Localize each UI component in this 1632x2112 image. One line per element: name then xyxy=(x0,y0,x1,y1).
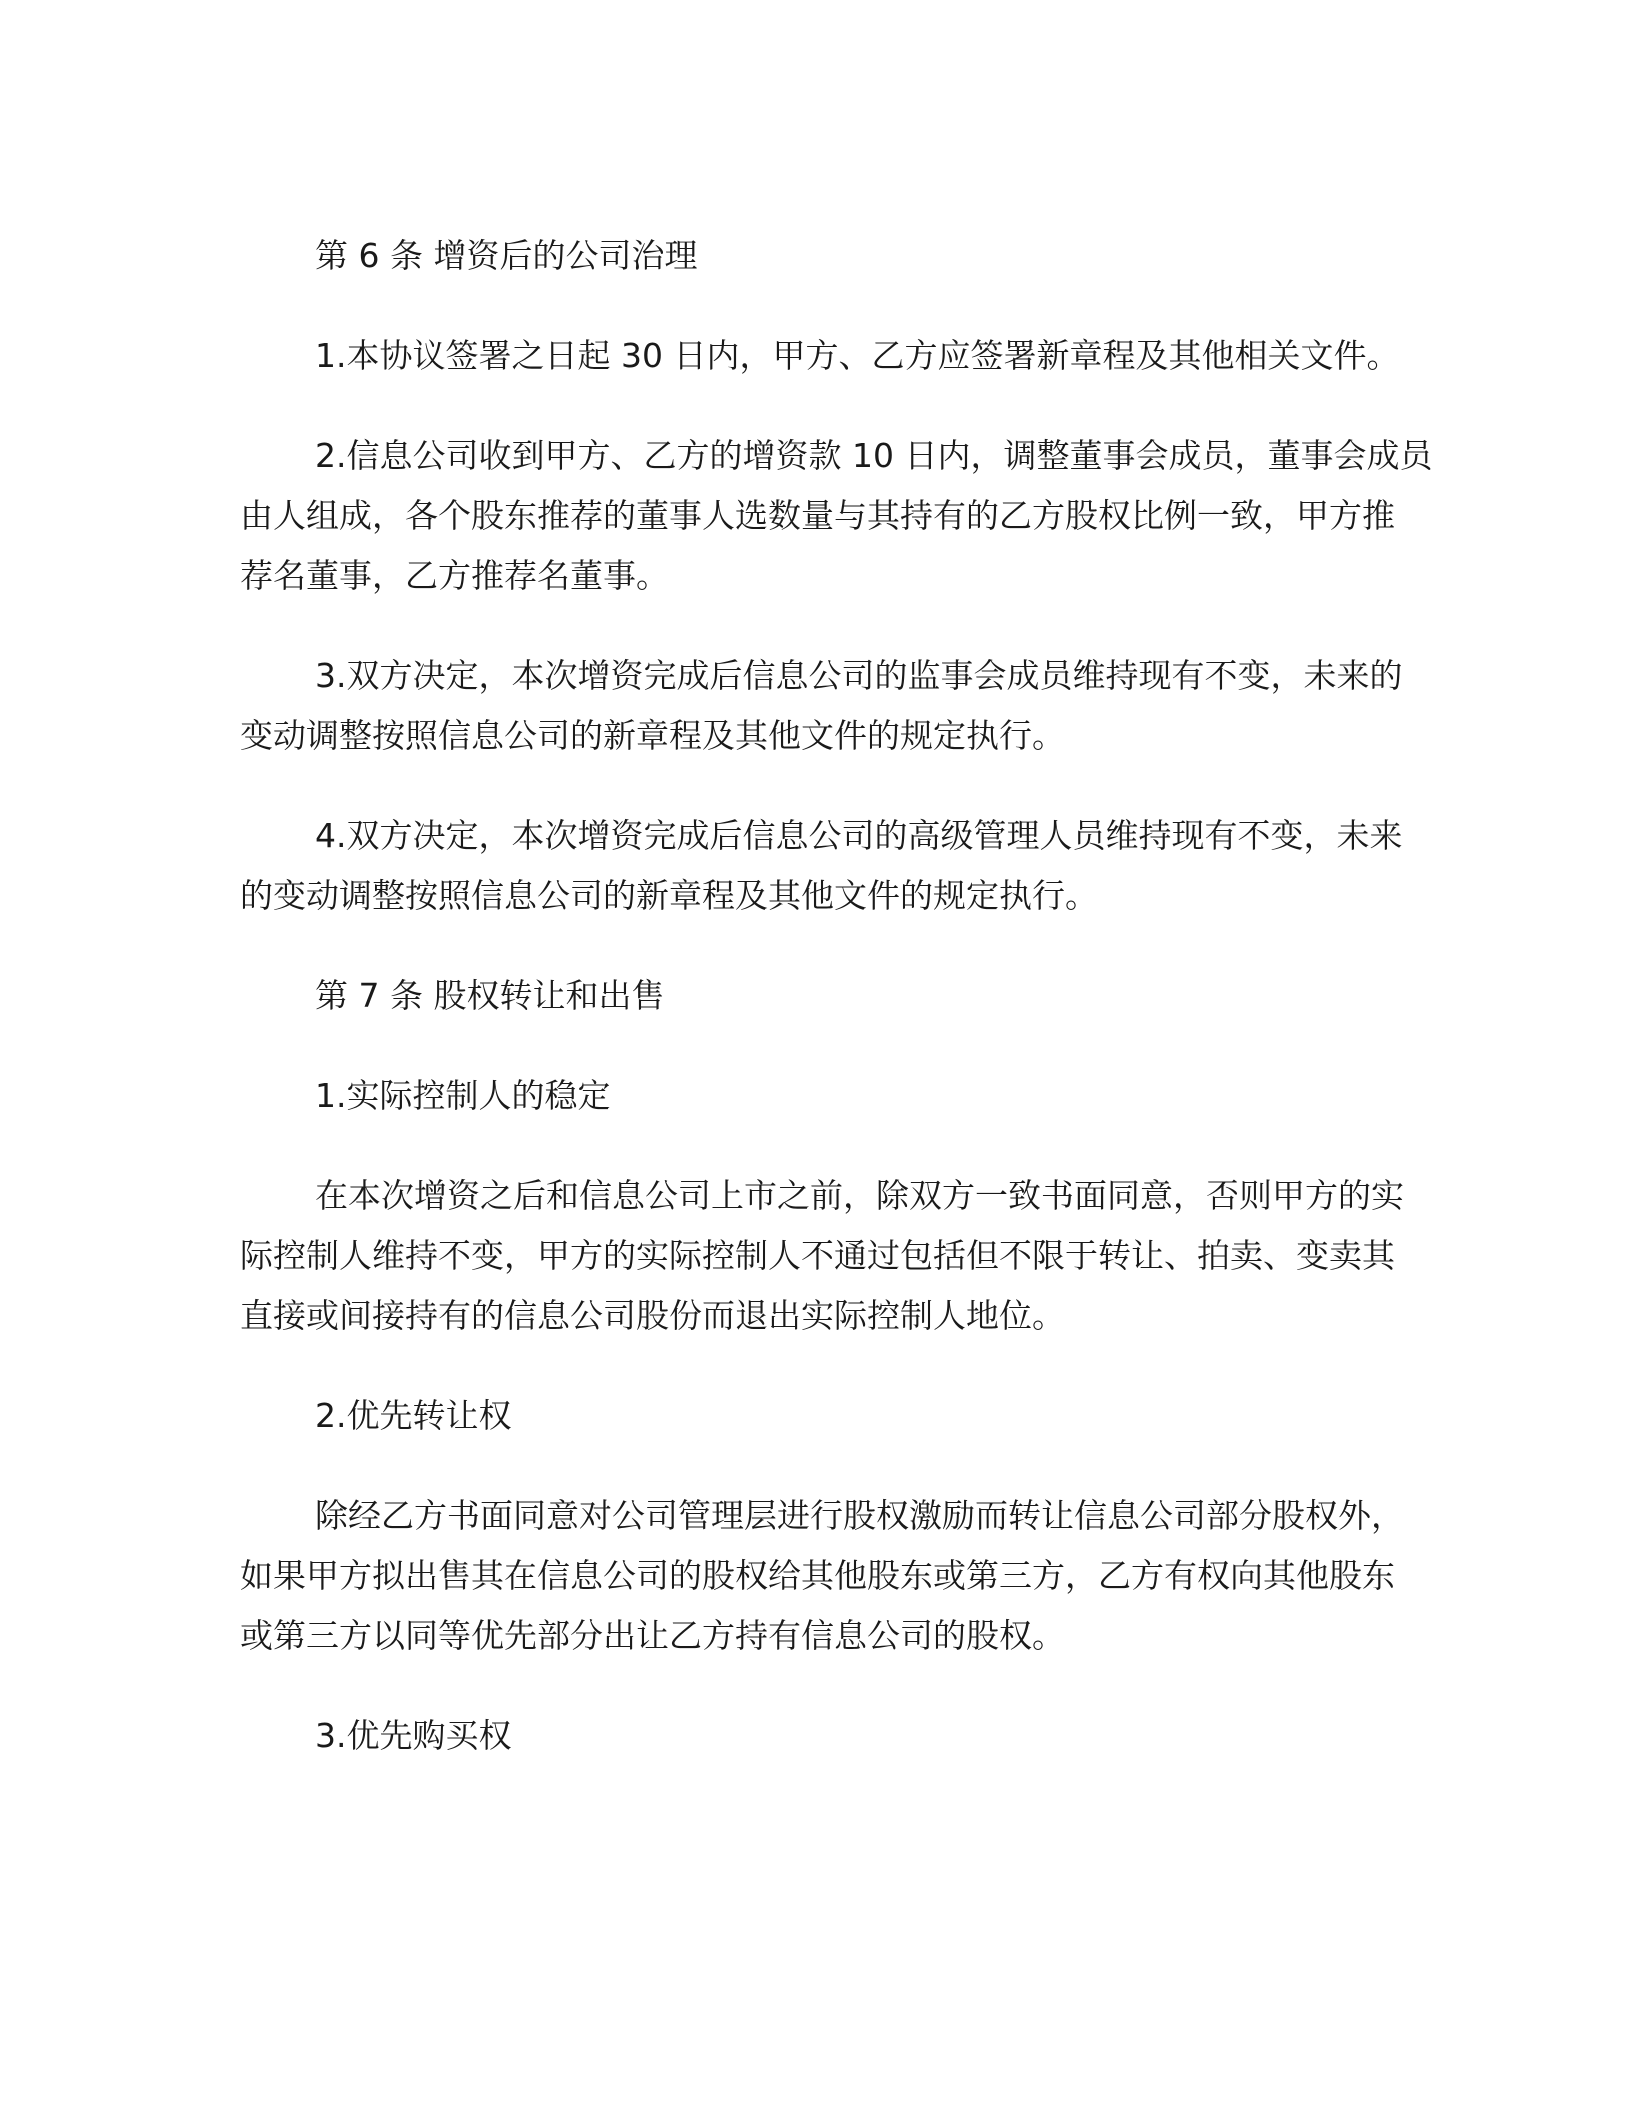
section-7-sub-2-heading: 2.优先转让权 xyxy=(315,1396,512,1435)
section-6-item-4-line-1: 4.双方决定，本次增资完成后信息公司的高级管理人员维持现有不变，未来 xyxy=(315,816,1403,855)
section-6-item-3-line-1: 3.双方决定，本次增资完成后信息公司的监事会成员维持现有不变，未来的 xyxy=(315,656,1403,695)
section-7-sub-2-para-line-1: 除经乙方书面同意对公司管理层进行股权激励而转让信息公司部分股权外， xyxy=(315,1496,1404,1535)
section-6-item-1-line-1: 1.本协议签署之日起 30 日内，甲方、乙方应签署新章程及其他相关文件。 xyxy=(315,336,1400,375)
section-7-heading: 第 7 条 股权转让和出售 xyxy=(315,976,665,1015)
section-6-item-2-line-1: 2.信息公司收到甲方、乙方的增资款 10 日内，调整董事会成员，董事会成员 xyxy=(315,436,1433,475)
section-7-sub-1-heading: 1.实际控制人的稳定 xyxy=(315,1076,611,1115)
section-7-sub-1-para-line-1: 在本次增资之后和信息公司上市之前，除双方一致书面同意，否则甲方的实 xyxy=(315,1176,1404,1215)
section-7-sub-3-heading: 3.优先购买权 xyxy=(315,1716,512,1755)
section-7-sub-1-para-line-2: 际控制人维持不变，甲方的实际控制人不通过包括但不限于转让、拍卖、变卖其 xyxy=(240,1236,1395,1275)
section-7-sub-2-para-line-3: 或第三方以同等优先部分出让乙方持有信息公司的股权。 xyxy=(240,1616,1065,1655)
section-6-heading: 第 6 条 增资后的公司治理 xyxy=(315,236,698,275)
section-7-sub-2-para-line-2: 如果甲方拟出售其在信息公司的股权给其他股东或第三方，乙方有权向其他股东 xyxy=(240,1556,1395,1595)
section-6-item-2-line-2: 由人组成，各个股东推荐的董事人选数量与其持有的乙方股权比例一致，甲方推 xyxy=(240,496,1395,535)
section-6-item-4-line-2: 的变动调整按照信息公司的新章程及其他文件的规定执行。 xyxy=(240,876,1098,915)
section-7-sub-1-para-line-3: 直接或间接持有的信息公司股份而退出实际控制人地位。 xyxy=(240,1296,1065,1335)
section-6-item-2-line-3: 荐名董事，乙方推荐名董事。 xyxy=(240,556,669,595)
section-6-item-3-line-2: 变动调整按照信息公司的新章程及其他文件的规定执行。 xyxy=(240,716,1065,755)
